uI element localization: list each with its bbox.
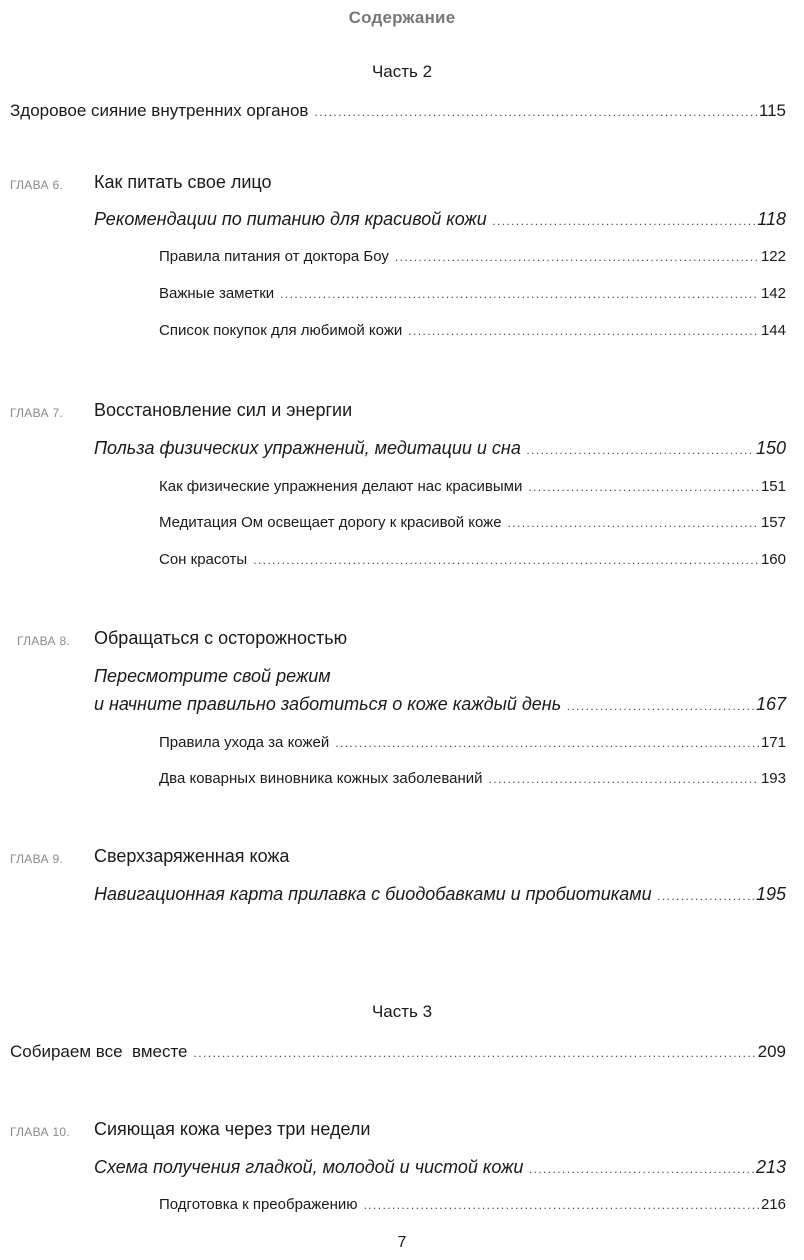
item-page: 193 [760, 770, 786, 787]
chapter-6-section[interactable] [94, 209, 786, 230]
section-page: 167 [755, 694, 786, 714]
entry-page: 209 [757, 1042, 786, 1061]
section-page: 213 [755, 1157, 786, 1177]
dot-leader [395, 250, 759, 264]
item-page: 151 [760, 478, 786, 495]
entry-page: 115 [758, 101, 786, 120]
toc-item[interactable] [159, 551, 786, 568]
toc-item[interactable] [159, 248, 786, 265]
item-title: Два коварных виновника кожных заболеваний [159, 770, 483, 787]
chapter-9-label: ГЛАВА 9. [10, 852, 64, 866]
item-page: 142 [760, 285, 786, 302]
dot-leader [567, 699, 754, 713]
dot-leader [527, 443, 754, 457]
toc-item[interactable] [159, 734, 786, 751]
dot-leader [489, 772, 759, 786]
item-page: 160 [760, 551, 786, 568]
item-title: Медитация Ом освещает дорогу к красивой коже [159, 514, 502, 531]
dot-leader [280, 287, 759, 301]
item-title: Правила питания от доктора Боу [159, 248, 389, 265]
section-page: 118 [757, 209, 786, 229]
toc-item[interactable] [159, 1196, 786, 1213]
item-title: Сон красоты [159, 551, 248, 568]
chapter-7-title[interactable]: Восстановление сил и энергии [94, 400, 353, 420]
item-page: 216 [760, 1196, 786, 1213]
dot-leader [493, 214, 756, 228]
page-header: Содержание [348, 8, 456, 27]
section-title: Навигационная карта прилавка с биодобавками и пробиотиками [94, 884, 652, 904]
item-page: 171 [760, 734, 786, 751]
chapter-8-section-line1: Пересмотрите свой режим [94, 666, 331, 686]
chapter-8-title[interactable]: Обращаться с осторожностью [94, 628, 348, 648]
section-title: Схема получения гладкой, молодой и чистой кожи [94, 1157, 524, 1177]
item-title: Правила ухода за кожей [159, 734, 330, 751]
chapter-7-section[interactable] [94, 438, 786, 459]
chapter-10-title[interactable]: Сияющая кожа через три недели [94, 1119, 371, 1139]
entry-title: Здоровое сияние внутренних органов [10, 101, 309, 120]
toc-item[interactable] [159, 322, 786, 339]
dot-leader [408, 324, 759, 338]
item-page: 144 [760, 322, 786, 339]
part-3-label: Часть 3 [371, 1002, 433, 1021]
dot-leader [528, 480, 759, 494]
item-page: 157 [760, 514, 786, 531]
chapter-10-section[interactable] [94, 1157, 786, 1178]
entry-title: Собираем все вместе [10, 1042, 188, 1061]
chapter-9-section[interactable] [94, 884, 786, 905]
toc-item[interactable] [159, 770, 786, 787]
toc-item[interactable] [159, 285, 786, 302]
section-title: и начните правильно заботиться о коже каждый день [94, 694, 562, 714]
part-2-label: Часть 2 [371, 62, 433, 81]
chapter-8-section[interactable] [94, 694, 786, 715]
dot-leader [364, 1198, 759, 1212]
chapter-10-label: ГЛАВА 10. [10, 1125, 71, 1139]
chapter-8-label: ГЛАВА 8. [17, 634, 71, 648]
page-number: 7 [397, 1234, 407, 1251]
chapter-6-label: ГЛАВА 6. [10, 178, 64, 192]
item-title: Важные заметки [159, 285, 275, 302]
dot-leader [658, 889, 754, 903]
item-title: Список покупок для любимой кожи [159, 322, 403, 339]
dot-leader [194, 1046, 756, 1060]
chapter-9-title[interactable]: Сверхзаряженная кожа [94, 846, 290, 866]
chapter-6-title[interactable]: Как питать свое лицо [94, 172, 272, 192]
chapter-7-label: ГЛАВА 7. [10, 406, 64, 420]
toc-item[interactable] [159, 514, 786, 531]
part-2-entry[interactable] [10, 101, 786, 121]
dot-leader [335, 736, 759, 750]
item-title: Как физические упражнения делают нас красивыми [159, 478, 523, 495]
dot-leader [314, 105, 756, 119]
dot-leader [529, 1162, 754, 1176]
section-page: 195 [755, 884, 786, 904]
item-page: 122 [760, 248, 786, 265]
item-title: Подготовка к преображению [159, 1196, 358, 1213]
section-title: Польза физических упражнений, медитации и сна [94, 438, 521, 458]
dot-leader [508, 516, 759, 530]
part-3-entry[interactable] [10, 1042, 786, 1062]
dot-leader [253, 553, 759, 567]
section-title: Рекомендации по питанию для красивой кожи [94, 209, 487, 229]
section-page: 150 [755, 438, 786, 458]
toc-item[interactable] [159, 478, 786, 495]
